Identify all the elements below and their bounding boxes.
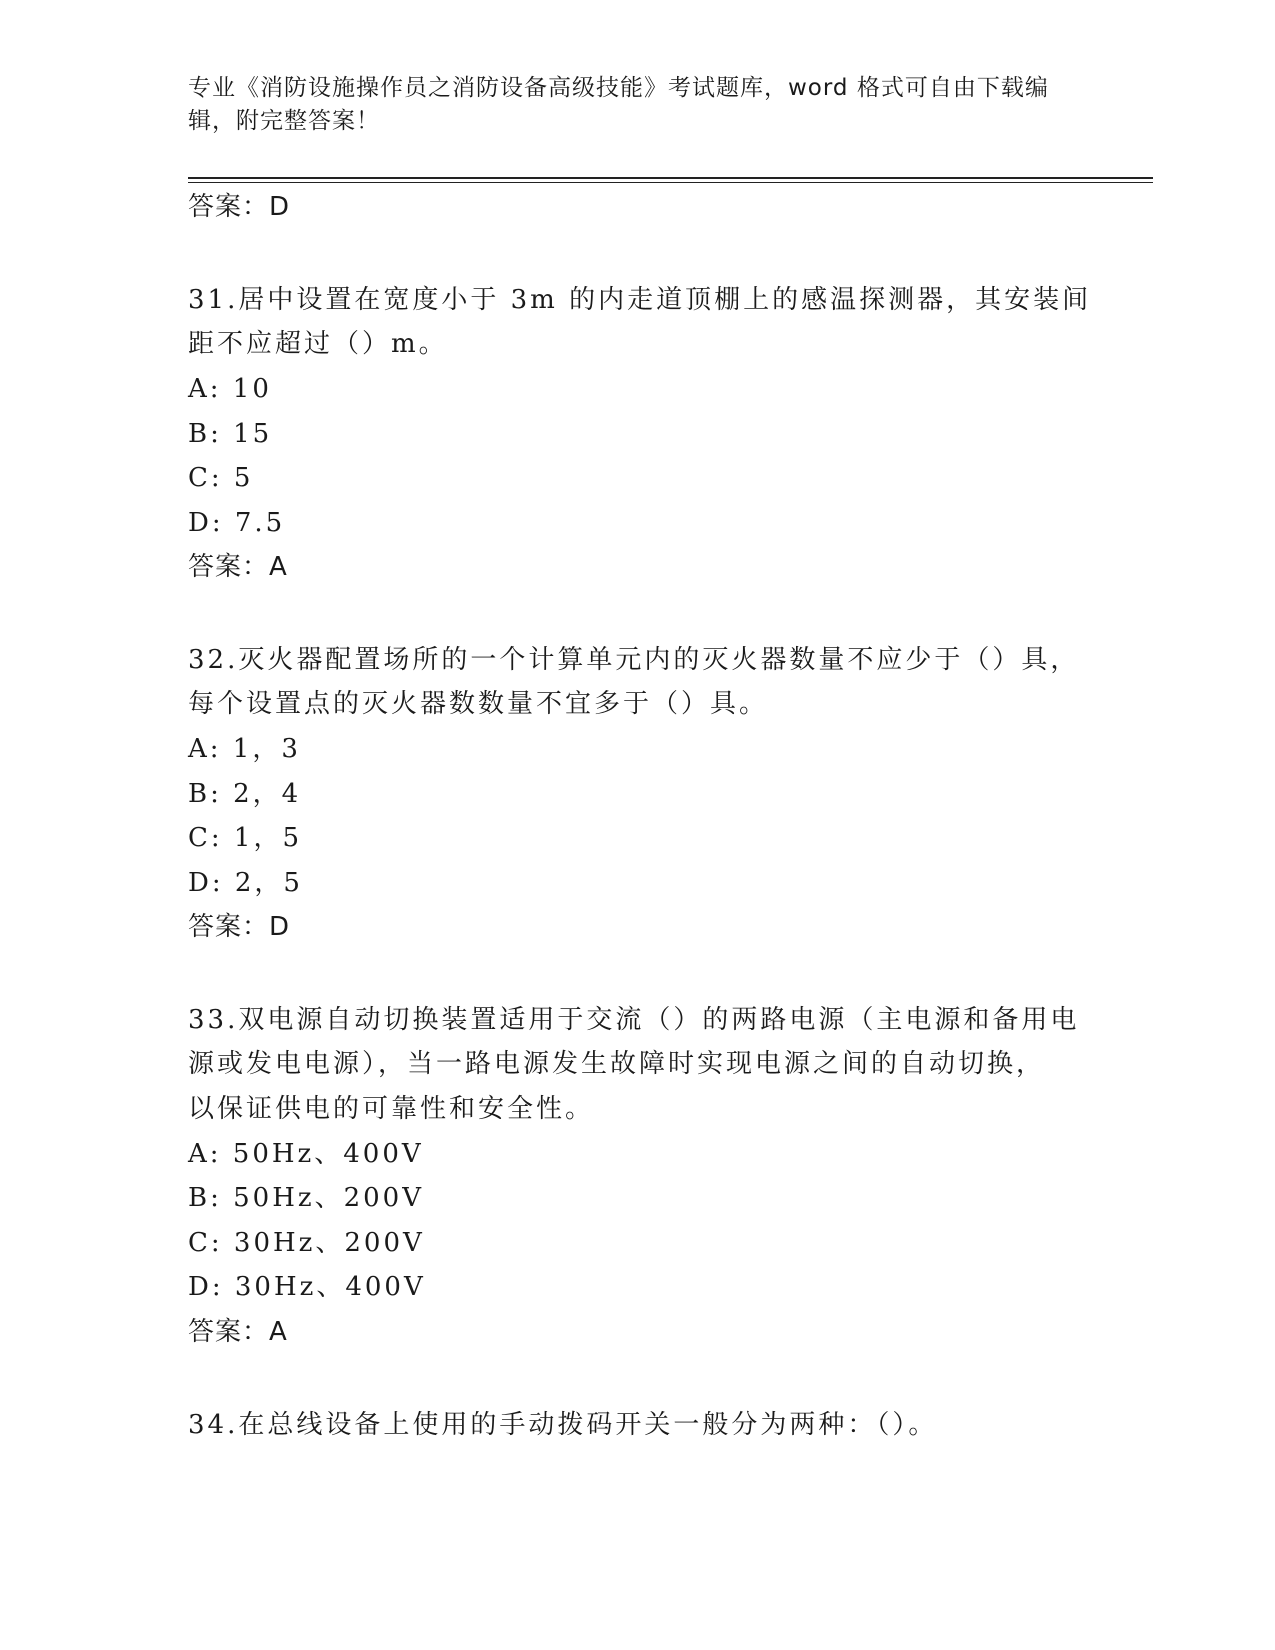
question-33-stem-line-2: 源或发电电源），当一路电源发生故障时实现电源之间的自动切换， — [188, 1049, 1046, 1079]
question-31-option-c: C: 5 — [188, 463, 254, 493]
question-33-option-c: C: 30Hz、200V — [188, 1228, 425, 1258]
question-33-option-b: B: 50Hz、200V — [188, 1183, 424, 1213]
question-32-option-b: B: 2，4 — [188, 779, 302, 809]
question-33-stem-line-3: 以保证供电的可靠性和安全性。 — [188, 1094, 595, 1124]
question-34-stem-line-1: 34.在总线设备上使用的手动拨码开关一般分为两种：（）。 — [188, 1410, 938, 1440]
question-33-stem-line-1: 33.双电源自动切换装置适用于交流（）的两路电源（主电源和备用电 — [188, 1005, 1080, 1035]
header-line-2: 辑，附完整答案！ — [188, 108, 380, 134]
question-31-stem-line-2: 距不应超过（）m。 — [188, 329, 448, 359]
question-32-option-d: D: 2，5 — [188, 868, 303, 898]
question-31-option-b: B: 15 — [188, 419, 273, 449]
question-31-answer: 答案：A — [188, 552, 288, 582]
question-32-option-a: A: 1，3 — [188, 734, 301, 764]
question-31-option-d: D: 7.5 — [188, 508, 286, 538]
question-32-stem-line-1: 32.灭火器配置场所的一个计算单元内的灭火器数量不应少于（）具， — [188, 645, 1080, 675]
question-32-stem-line-2: 每个设置点的灭火器数数量不宜多于（）具。 — [188, 689, 769, 719]
previous-answer: 答案：D — [188, 192, 291, 222]
document-header — [188, 72, 1088, 138]
question-32-answer: 答案：D — [188, 912, 291, 942]
question-33-answer: 答案：A — [188, 1317, 288, 1347]
header-divider-thick — [188, 177, 1153, 179]
question-33-option-d: D: 30Hz、400V — [188, 1272, 426, 1302]
question-33-option-a: A: 50Hz、400V — [188, 1139, 424, 1169]
question-31-option-a: A: 10 — [188, 374, 272, 404]
header-divider-thin — [188, 182, 1153, 183]
question-31-stem-line-1: 31.居中设置在宽度小于 3m 的内走道顶棚上的感温探测器，其安装间 — [188, 285, 1092, 315]
question-32-option-c: C: 1，5 — [188, 823, 303, 853]
header-line-1: 专业《消防设施操作员之消防设备高级技能》考试题库，word 格式可自由下载编 — [188, 75, 1049, 101]
